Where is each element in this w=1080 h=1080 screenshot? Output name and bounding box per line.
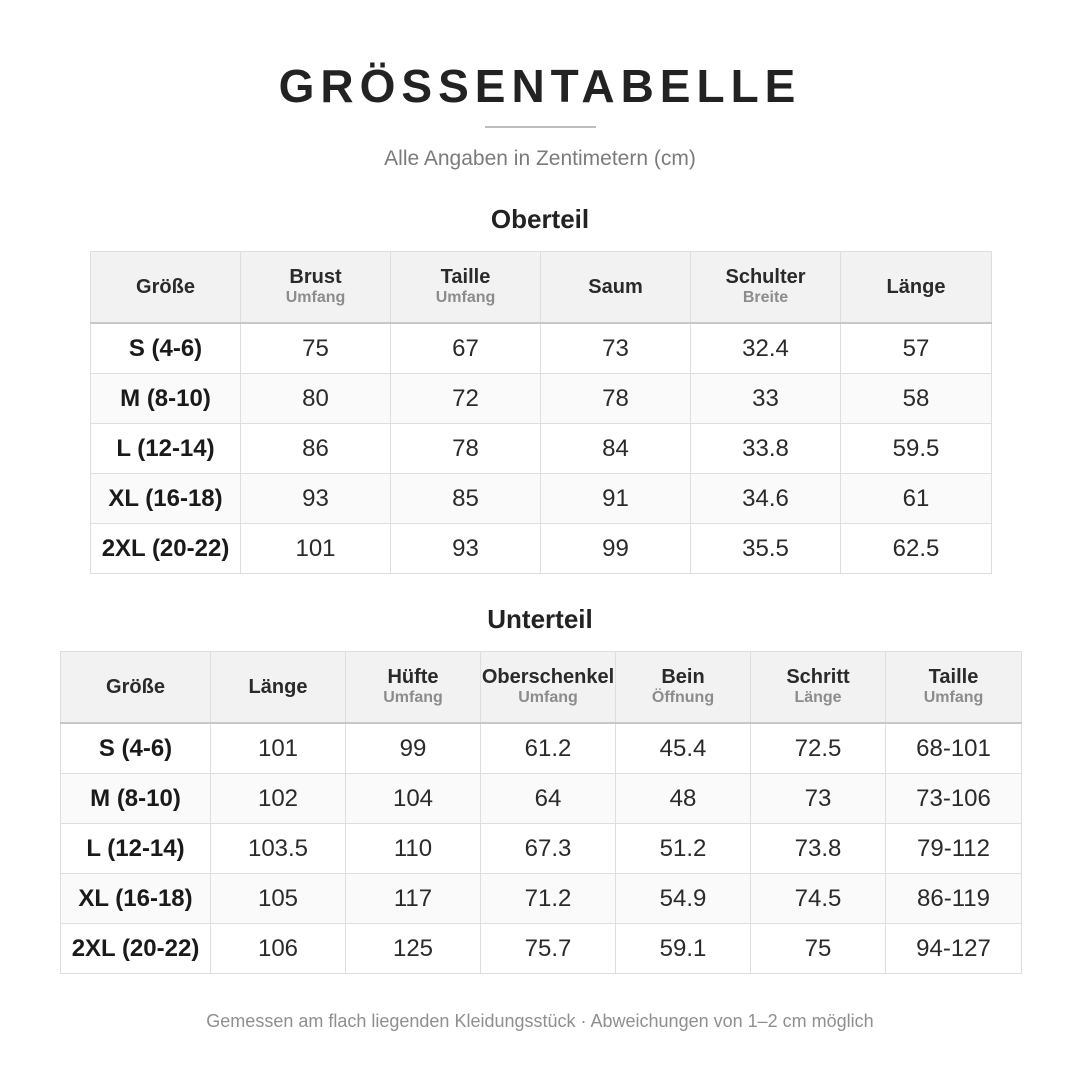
measurement-cell: 67 [391, 323, 541, 374]
size-label: M (8-10) [61, 774, 211, 824]
measurement-cell: 93 [391, 524, 541, 574]
measurement-cell: 71.2 [481, 874, 616, 924]
measurement-cell: 78 [391, 424, 541, 474]
column-header: Länge [841, 252, 992, 324]
measurement-cell: 99 [346, 723, 481, 774]
column-header: Bein Öffnung [616, 652, 751, 724]
table-row [61, 774, 1022, 824]
measurement-cell: 86-119 [886, 874, 1022, 924]
measurement-cell: 59.1 [616, 924, 751, 974]
column-header: Größe [61, 652, 211, 724]
measurement-cell: 78 [541, 374, 691, 424]
measurement-cell: 75.7 [481, 924, 616, 974]
table-row [91, 474, 992, 524]
measurement-footnote: Gemessen am flach liegenden Kleidungsstück · Abweichungen von 1–2 cm möglich [206, 1011, 874, 1031]
size-label: XL (16-18) [91, 474, 241, 524]
table-row [91, 323, 992, 374]
size-label: L (12-14) [91, 424, 241, 474]
table-row [61, 723, 1022, 774]
measurement-cell: 73 [541, 323, 691, 374]
column-header: Oberschenkel Umfang [481, 652, 616, 724]
measurement-cell: 33.8 [691, 424, 841, 474]
measurement-cell: 104 [346, 774, 481, 824]
measurement-cell: 110 [346, 824, 481, 874]
column-header: Taille Umfang [886, 652, 1022, 724]
column-header: Taille Umfang [391, 252, 541, 324]
measurement-cell: 72.5 [751, 723, 886, 774]
measurement-cell: 86 [241, 424, 391, 474]
measurement-cell: 61.2 [481, 723, 616, 774]
table-row [61, 924, 1022, 974]
measurement-cell: 61 [841, 474, 992, 524]
measurement-cell: 57 [841, 323, 992, 374]
measurement-cell: 75 [751, 924, 886, 974]
measurement-cell: 68-101 [886, 723, 1022, 774]
page-title: GRÖSSENTABELLE [278, 60, 802, 112]
column-header: Hüfte Umfang [346, 652, 481, 724]
measurement-cell: 105 [211, 874, 346, 924]
measurement-cell: 101 [241, 524, 391, 574]
measurement-cell: 73.8 [751, 824, 886, 874]
measurement-cell: 58 [841, 374, 992, 424]
section-title-unterteil: Unterteil [487, 604, 593, 634]
section-title-oberteil: Oberteil [490, 204, 590, 234]
measurement-cell: 101 [211, 723, 346, 774]
measurement-cell: 73 [751, 774, 886, 824]
measurement-cell: 75 [241, 323, 391, 374]
measurement-cell: 99 [541, 524, 691, 574]
size-label: 2XL (20-22) [91, 524, 241, 574]
measurement-cell: 93 [241, 474, 391, 524]
column-header: Größe [91, 252, 241, 324]
measurement-cell: 48 [616, 774, 751, 824]
column-header: Schulter Breite [691, 252, 841, 324]
size-label: M (8-10) [91, 374, 241, 424]
table-row [91, 424, 992, 474]
size-label: 2XL (20-22) [61, 924, 211, 974]
measurement-cell: 64 [481, 774, 616, 824]
measurement-cell: 103.5 [211, 824, 346, 874]
column-header: Saum [541, 252, 691, 324]
measurement-cell: 85 [391, 474, 541, 524]
column-header: Brust Umfang [241, 252, 391, 324]
column-header: Schritt Länge [751, 652, 886, 724]
size-label: S (4-6) [91, 323, 241, 374]
measurement-cell: 102 [211, 774, 346, 824]
measurement-cell: 32.4 [691, 323, 841, 374]
measurement-cell: 80 [241, 374, 391, 424]
measurement-cell: 72 [391, 374, 541, 424]
measurement-cell: 79-112 [886, 824, 1022, 874]
measurement-cell: 73-106 [886, 774, 1022, 824]
page-subtitle: Alle Angaben in Zentimetern (cm) [384, 147, 696, 170]
measurement-cell: 62.5 [841, 524, 992, 574]
table-row [61, 874, 1022, 924]
measurement-cell: 51.2 [616, 824, 751, 874]
measurement-cell: 91 [541, 474, 691, 524]
table-row [61, 824, 1022, 874]
size-label: S (4-6) [61, 723, 211, 774]
measurement-cell: 67.3 [481, 824, 616, 874]
measurement-cell: 35.5 [691, 524, 841, 574]
size-label: XL (16-18) [61, 874, 211, 924]
measurement-cell: 54.9 [616, 874, 751, 924]
measurement-cell: 94-127 [886, 924, 1022, 974]
measurement-cell: 84 [541, 424, 691, 474]
table-row [91, 374, 992, 424]
table-header-row [61, 652, 1022, 724]
size-table-oberteil [90, 251, 992, 574]
size-table-unterteil [60, 651, 1022, 974]
measurement-cell: 74.5 [751, 874, 886, 924]
column-header: Länge [211, 652, 346, 724]
measurement-cell: 34.6 [691, 474, 841, 524]
measurement-cell: 33 [691, 374, 841, 424]
measurement-cell: 106 [211, 924, 346, 974]
measurement-cell: 45.4 [616, 723, 751, 774]
measurement-cell: 117 [346, 874, 481, 924]
title-divider [485, 126, 596, 128]
table-row [91, 524, 992, 574]
size-label: L (12-14) [61, 824, 211, 874]
measurement-cell: 125 [346, 924, 481, 974]
measurement-cell: 59.5 [841, 424, 992, 474]
table-header-row [91, 252, 992, 324]
